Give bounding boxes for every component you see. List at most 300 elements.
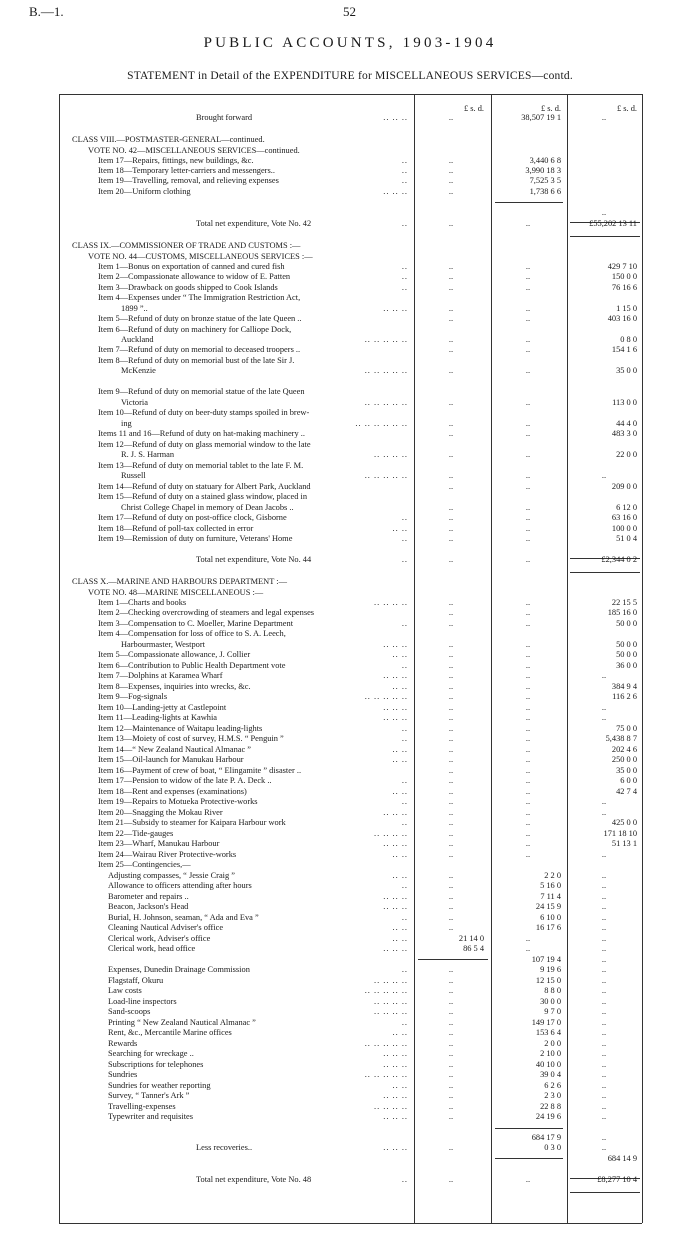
row-description: Item 15—Refund of duty on a stained glass window, placed in	[98, 492, 308, 501]
amount-column-2-empty: ..	[525, 219, 531, 228]
table-row	[0, 902, 700, 913]
amount-column-2-empty: ..	[525, 534, 531, 543]
amount-column-1-empty: ..	[448, 513, 454, 522]
row-description: Beacon, Jackson's Head	[108, 902, 189, 911]
table-row	[0, 293, 700, 304]
row-description: Item 19—Travelling, removal, and relieving expenses	[98, 176, 279, 185]
leader-dots: ..	[401, 156, 408, 165]
amount-column-1-empty: ..	[448, 176, 454, 185]
amount-column-1-empty: ..	[448, 734, 454, 743]
table-row	[0, 1175, 700, 1186]
leader-dots: ..	[401, 776, 408, 785]
table-row	[0, 839, 700, 850]
leader-dots: .. ..	[392, 923, 408, 932]
leader-dots: .. .. ..	[383, 1143, 408, 1152]
amount-column-1-empty: ..	[448, 703, 454, 712]
amount-column-1-empty: ..	[448, 881, 454, 890]
row-description: Rent, &c., Mercantile Marine offices	[108, 1028, 232, 1037]
leader-dots: ..	[401, 619, 408, 628]
row-description: Item 9—Refund of duty on memorial statue of the late Queen	[98, 387, 305, 396]
amount-column-2-empty: ..	[525, 724, 531, 733]
amount-column-2-empty: ..	[525, 272, 531, 281]
amount-column-2-empty: ..	[525, 734, 531, 743]
row-description: Item 18—Temporary letter-carriers and messengers..	[98, 166, 275, 175]
leader-dots: .. .. ..	[383, 1060, 408, 1069]
amount-column-2-empty: ..	[525, 262, 531, 271]
table-row	[0, 366, 700, 377]
amount-column-3-value: 42 7 4	[616, 787, 637, 796]
row-description: Item 20—Snagging the Mokau River	[98, 808, 223, 817]
amount-column-3-value: £8,277 10 4	[597, 1175, 637, 1184]
amount-column-1-empty: ..	[448, 965, 454, 974]
row-description: Item 10—Refund of duty on beer-duty stamps spoiled in brew-	[98, 408, 310, 417]
amount-column-3-empty: ..	[601, 1091, 607, 1100]
amount-column-3-value: 36 0 0	[616, 661, 637, 670]
amount-column-3-value: 50 0 0	[616, 640, 637, 649]
amount-column-2-empty: ..	[525, 671, 531, 680]
table-row	[0, 734, 700, 745]
row-description: Brought forward	[196, 113, 253, 122]
leader-dots: .. .. .. ..	[373, 829, 408, 838]
statement-subtitle: STATEMENT in Detail of the EXPENDITURE for MISCELLANEOUS SERVICES—contd.	[127, 70, 573, 82]
amount-column-1-empty: ..	[448, 1143, 454, 1152]
amount-column-2-empty: ..	[525, 471, 531, 480]
row-description: Rewards	[108, 1039, 138, 1048]
amount-column-1-empty: ..	[448, 429, 454, 438]
row-description: R. J. S. Harman	[121, 450, 175, 459]
amount-column-2-empty: ..	[525, 608, 531, 617]
row-description: Total net expenditure, Vote No. 42	[196, 219, 312, 228]
amount-column-1-empty: ..	[448, 534, 454, 543]
leader-dots: .. .. ..	[383, 892, 408, 901]
leader-dots: .. .. .. .. ..	[364, 335, 408, 344]
row-description: Travelling-expenses	[108, 1102, 176, 1111]
amount-column-3-value: 1 15 0	[616, 304, 637, 313]
leader-dots: .. .. ..	[383, 839, 408, 848]
amount-column-2-empty: ..	[525, 366, 531, 375]
row-description: Item 17—Refund of duty on post-office clock, Gisborne	[98, 513, 287, 522]
amount-column-2-value: 1,738 6 6	[529, 187, 561, 196]
amount-column-1-empty: ..	[448, 335, 454, 344]
amount-column-1-empty: ..	[448, 692, 454, 701]
row-description: Item 18—Rent and expenses (examinations)	[98, 787, 247, 796]
row-description: Total net expenditure, Vote No. 48	[196, 1175, 312, 1184]
amount-column-3-empty: ..	[601, 113, 607, 122]
row-description: Cleaning Nautical Adviser's office	[108, 923, 224, 932]
row-description: Item 15—Oil-launch for Manukau Harbour	[98, 755, 244, 764]
amount-column-2-empty: ..	[525, 650, 531, 659]
table-row	[0, 944, 700, 955]
amount-column-1-empty: ..	[448, 829, 454, 838]
row-description: Item 10—Landing-jetty at Castlepoint	[98, 703, 227, 712]
amount-column-3-value: 429 7 10	[607, 262, 637, 271]
amount-column-3-value: 22 0 0	[616, 450, 637, 459]
leader-dots: ..	[401, 965, 408, 974]
row-description: Auckland	[121, 335, 154, 344]
amount-column-3-value: 50 0 0	[616, 619, 637, 628]
amount-column-2-value: 39 0 4	[540, 1070, 561, 1079]
amount-column-2-empty: ..	[525, 304, 531, 313]
amount-column-3-value: 6 12 0	[616, 503, 637, 512]
row-description: Item 2—Compassionate allowance to widow of E. Patten	[98, 272, 291, 281]
amount-column-1-empty: ..	[448, 724, 454, 733]
amount-column-2-empty: ..	[525, 524, 531, 533]
table-row	[0, 135, 700, 146]
amount-column-2-empty: ..	[525, 703, 531, 712]
row-description: Item 20—Uniform clothing	[98, 187, 191, 196]
table-row	[0, 450, 700, 461]
amount-column-2-value: 7,525 3 5	[529, 176, 561, 185]
row-description: Flagstaff, Okuru	[108, 976, 164, 985]
row-description: Item 13—Moiety of cost of survey, H.M.S. “ Penguin ”	[98, 734, 284, 743]
amount-column-3-empty: ..	[601, 471, 607, 480]
amount-column-2-empty: ..	[525, 640, 531, 649]
amount-column-3-empty: ..	[601, 902, 607, 911]
leader-dots: .. .. ..	[383, 1049, 408, 1058]
leader-dots: ..	[401, 272, 408, 281]
amount-column-2-empty: ..	[525, 787, 531, 796]
leader-dots: .. ..	[392, 755, 408, 764]
amount-column-2-value: 149 17 0	[531, 1018, 561, 1027]
amount-column-1-empty: ..	[448, 818, 454, 827]
leader-dots: ..	[401, 166, 408, 175]
row-description: Printing “ New Zealand Nautical Almanac ”	[108, 1018, 256, 1027]
amount-column-2-empty: ..	[525, 829, 531, 838]
amount-column-3-empty: ..	[601, 955, 607, 964]
amount-column-3-empty: ..	[601, 871, 607, 880]
amount-column-3-empty: ..	[601, 1143, 607, 1152]
amount-column-2-value: 9 19 6	[540, 965, 561, 974]
amount-column-3-value: 113 0 0	[612, 398, 637, 407]
row-description: Item 23—Wharf, Manukau Harbour	[98, 839, 220, 848]
row-description: CLASS VIII.—POSTMASTER-GENERAL—continued.	[72, 135, 265, 144]
amount-column-3-value: 44 4 0	[616, 419, 637, 428]
amount-column-2-empty: ..	[525, 944, 531, 953]
leader-dots: .. .. ..	[383, 944, 408, 953]
amount-column-3-value: 0 8 0	[620, 335, 637, 344]
amount-column-3-value: 51 0 4	[616, 534, 637, 543]
amount-column-3-value: 154 1 6	[611, 345, 637, 354]
amount-column-2-value: 12 15 0	[535, 976, 561, 985]
leader-dots: .. .. .. ..	[373, 1007, 408, 1016]
table-row	[0, 671, 700, 682]
table-row	[0, 208, 700, 219]
table-row	[0, 1028, 700, 1039]
amount-column-3-value: 684 14 9	[607, 1154, 637, 1163]
amount-column-1-empty: ..	[448, 976, 454, 985]
table-row	[0, 1049, 700, 1060]
amount-column-1-empty: ..	[448, 787, 454, 796]
amount-column-2-value: 2 3 0	[544, 1091, 561, 1100]
table-row	[0, 923, 700, 934]
leader-dots: .. ..	[392, 787, 408, 796]
amount-column-2-value: 5 16 0	[540, 881, 561, 890]
row-description: Burial, H. Johnson, seaman, “ Ada and Eva ”	[108, 913, 259, 922]
row-description: Item 3—Drawback on goods shipped to Cook Islands	[98, 283, 278, 292]
leader-dots: .. .. ..	[383, 113, 408, 122]
amount-column-3-empty: ..	[601, 703, 607, 712]
leader-dots: .. .. ..	[383, 1091, 408, 1100]
row-description: Victoria	[121, 398, 148, 407]
row-description: ing	[121, 419, 132, 428]
amount-column-3-empty: ..	[601, 850, 607, 859]
amount-column-1-empty: ..	[448, 366, 454, 375]
row-description: Item 13—Refund of duty on memorial tablet to the late F. M.	[98, 461, 304, 470]
amount-column-1-empty: ..	[448, 283, 454, 292]
amount-column-1-empty: ..	[448, 986, 454, 995]
leader-dots: ..	[401, 555, 408, 564]
table-row	[0, 1112, 700, 1123]
leader-dots: .. .. ..	[383, 808, 408, 817]
amount-column-1-empty: ..	[448, 345, 454, 354]
amount-column-2-empty: ..	[525, 755, 531, 764]
row-description: CLASS X.—MARINE AND HARBOURS DEPARTMENT :—	[72, 577, 287, 586]
amount-column-3-value: 51 13 1	[611, 839, 637, 848]
leader-dots: .. ..	[392, 650, 408, 659]
table-row	[0, 555, 700, 566]
row-description: Total net expenditure, Vote No. 44	[196, 555, 312, 564]
table-row	[0, 797, 700, 808]
table-row	[0, 776, 700, 787]
leader-dots: .. .. .. ..	[373, 450, 408, 459]
amount-column-3-empty: ..	[601, 671, 607, 680]
amount-column-1-empty: ..	[448, 850, 454, 859]
row-description: Item 4—Expenses under “ The Immigration Restriction Act,	[98, 293, 301, 302]
table-row	[0, 860, 700, 871]
table-row	[0, 1154, 700, 1165]
amount-column-3-empty: ..	[601, 965, 607, 974]
amount-column-1-empty: ..	[448, 808, 454, 817]
column-heading-1: £ s. d.	[463, 104, 484, 113]
leader-dots: .. ..	[392, 871, 408, 880]
amount-column-2-empty: ..	[525, 661, 531, 670]
amount-column-3-empty: ..	[601, 208, 607, 217]
amount-column-3-value: 425 0 0	[611, 818, 637, 827]
row-description: Item 5—Refund of duty on bronze statue of the late Queen ..	[98, 314, 302, 323]
amount-column-2-empty: ..	[525, 839, 531, 848]
leader-dots: ..	[401, 534, 408, 543]
row-description: Allowance to officers attending after hours	[108, 881, 252, 890]
leader-dots: .. .. ..	[383, 713, 408, 722]
amount-column-3-value: 22 15 5	[611, 598, 637, 607]
amount-column-1-empty: ..	[448, 555, 454, 564]
amount-column-1-empty: ..	[448, 640, 454, 649]
amount-column-2-value: 6 10 0	[540, 913, 561, 922]
amount-column-1-empty: ..	[448, 1102, 454, 1111]
leader-dots: ..	[401, 283, 408, 292]
leader-dots: ..	[401, 176, 408, 185]
amount-column-1-empty: ..	[448, 713, 454, 722]
amount-column-3-empty: ..	[601, 1007, 607, 1016]
row-description: Item 7—Dolphins at Karamea Wharf	[98, 671, 223, 680]
row-description: Item 19—Repairs to Motueka Protective-works	[98, 797, 258, 806]
amount-column-2-empty: ..	[525, 555, 531, 564]
row-description: VOTE NO. 48—MARINE MISCELLANEOUS :—	[88, 588, 264, 597]
amount-column-2-empty: ..	[525, 682, 531, 691]
amount-column-3-empty: ..	[601, 1070, 607, 1079]
amount-column-1-empty: ..	[448, 1028, 454, 1037]
amount-column-1-empty: ..	[448, 450, 454, 459]
leader-dots: ..	[401, 724, 408, 733]
amount-column-1-empty: ..	[448, 272, 454, 281]
row-description: Item 6—Contribution to Public Health Department vote	[98, 661, 286, 670]
amount-column-1-empty: ..	[448, 682, 454, 691]
table-row	[0, 345, 700, 356]
table-row	[0, 314, 700, 325]
amount-column-2-empty: ..	[525, 808, 531, 817]
amount-column-1-empty: ..	[448, 482, 454, 491]
row-description: Item 12—Refund of duty on glass memorial window to the late	[98, 440, 311, 449]
amount-column-2-empty: ..	[525, 797, 531, 806]
table-row	[0, 1070, 700, 1081]
amount-column-3-value: 202 4 6	[611, 745, 637, 754]
amount-column-1-empty: ..	[448, 671, 454, 680]
amount-column-3-empty: ..	[601, 1049, 607, 1058]
row-description: Typewriter and requisites	[108, 1112, 193, 1121]
row-description: Item 1—Charts and books	[98, 598, 187, 607]
row-description: McKenzie	[121, 366, 156, 375]
leader-dots: ..	[401, 913, 408, 922]
amount-column-3-empty: ..	[601, 997, 607, 1006]
row-description: Item 16—Payment of crew of boat, “ Elingamite ” disaster ..	[98, 766, 302, 775]
amount-column-1-empty: ..	[448, 398, 454, 407]
leader-dots: .. .. .. .. ..	[364, 471, 408, 480]
table-row	[0, 986, 700, 997]
leader-dots: ..	[401, 219, 408, 228]
amount-column-1-empty: ..	[448, 219, 454, 228]
row-description: 1899 ”..	[121, 304, 148, 313]
leader-dots: ..	[401, 1018, 408, 1027]
amount-column-2-value: 2 10 0	[540, 1049, 561, 1058]
leader-dots: .. .. ..	[383, 1112, 408, 1121]
amount-column-1-empty: ..	[448, 304, 454, 313]
amount-column-3-empty: ..	[601, 1028, 607, 1037]
amount-column-1-empty: ..	[448, 797, 454, 806]
table-row	[0, 692, 700, 703]
amount-column-2-value: 107 19 4	[531, 955, 561, 964]
row-description: Item 5—Compassionate allowance, J. Collier	[98, 650, 251, 659]
amount-column-2-value: 9 7 0	[544, 1007, 561, 1016]
leader-dots: .. .. .. ..	[373, 976, 408, 985]
amount-column-3-value: 403 16 0	[607, 314, 637, 323]
amount-column-2-value: 16 17 6	[535, 923, 561, 932]
amount-column-2-value: 6 2 6	[544, 1081, 561, 1090]
row-description: Item 18—Refund of poll-tax collected in error	[98, 524, 254, 533]
table-row	[0, 387, 700, 398]
row-description: Less recoveries..	[196, 1143, 253, 1152]
amount-column-3-empty: ..	[601, 892, 607, 901]
leader-dots: ..	[401, 797, 408, 806]
leader-dots: ..	[401, 881, 408, 890]
amount-column-3-empty: ..	[601, 944, 607, 953]
amount-column-2-empty: ..	[525, 619, 531, 628]
amount-column-2-empty: ..	[525, 503, 531, 512]
leader-dots: .. .. ..	[383, 640, 408, 649]
leader-dots: .. ..	[392, 745, 408, 754]
amount-column-2-empty: ..	[525, 598, 531, 607]
amount-column-1-empty: ..	[448, 262, 454, 271]
amount-column-3-empty: ..	[601, 934, 607, 943]
leader-dots: .. .. .. .. ..	[364, 398, 408, 407]
amount-column-2-value: 3,440 6 8	[529, 156, 561, 165]
amount-column-1-empty: ..	[448, 156, 454, 165]
leader-dots: .. .. .. ..	[373, 1102, 408, 1111]
amount-column-1-empty: ..	[448, 503, 454, 512]
leader-dots: .. .. .. ..	[373, 997, 408, 1006]
amount-column-2-value: 2 0 0	[544, 1039, 561, 1048]
leader-dots: .. .. .. .. ..	[364, 1070, 408, 1079]
amount-column-3-empty: ..	[601, 1018, 607, 1027]
row-description: Item 21—Subsidy to steamer for Kaipara Harbour work	[98, 818, 286, 827]
amount-column-2-empty: ..	[525, 1175, 531, 1184]
leader-dots: .. ..	[392, 934, 408, 943]
amount-column-3-value: 250 0 0	[611, 755, 637, 764]
amount-column-3-value: 209 0 0	[611, 482, 637, 491]
leader-dots: .. .. ..	[383, 703, 408, 712]
row-description: Adjusting compasses, “ Jessie Craig ”	[108, 871, 235, 880]
leader-dots: .. ..	[392, 682, 408, 691]
row-description: Item 4—Compensation for loss of office to S. A. Leech,	[98, 629, 286, 638]
row-description: Item 17—Pension to widow of the late P. A. Deck ..	[98, 776, 272, 785]
row-description: VOTE NO. 42—MISCELLANEOUS SERVICES—continued.	[88, 146, 300, 155]
row-description: Load-line inspectors	[108, 997, 177, 1006]
amount-column-3-value: 150 0 0	[611, 272, 637, 281]
table-row	[0, 650, 700, 661]
row-description: Item 25—Contingencies,—	[98, 860, 191, 869]
row-description: Items 11 and 16—Refund of duty on hat-making machinery ..	[98, 429, 305, 438]
amount-column-1-empty: ..	[448, 1175, 454, 1184]
table-row	[0, 608, 700, 619]
leader-dots: .. ..	[392, 1028, 408, 1037]
table-row	[0, 513, 700, 524]
amount-column-1-empty: ..	[448, 598, 454, 607]
row-description: Item 14—“ New Zealand Nautical Almanac ”	[98, 745, 252, 754]
leader-dots: .. ..	[392, 1081, 408, 1090]
amount-column-1-empty: ..	[448, 1091, 454, 1100]
amount-column-2-value: 8 8 0	[544, 986, 561, 995]
amount-column-1-empty: ..	[448, 902, 454, 911]
column-heading-2: £ s. d.	[540, 104, 561, 113]
table-row	[0, 272, 700, 283]
row-description: Sundries for weather reporting	[108, 1081, 211, 1090]
table-row	[0, 113, 700, 124]
amount-column-3-empty: ..	[601, 976, 607, 985]
amount-column-2-empty: ..	[525, 419, 531, 428]
amount-column-3-empty: ..	[601, 913, 607, 922]
row-description: Item 1—Bonus on exportation of canned and cured fish	[98, 262, 285, 271]
amount-column-3-value: 50 0 0	[616, 650, 637, 659]
leader-dots: .. ..	[392, 524, 408, 533]
row-description: Item 12—Maintenance of Waitapu leading-lights	[98, 724, 263, 733]
amount-column-3-empty: ..	[601, 1133, 607, 1142]
amount-column-2-empty: ..	[525, 818, 531, 827]
amount-column-1-empty: ..	[448, 755, 454, 764]
amount-column-3-empty: ..	[601, 797, 607, 806]
row-description: Survey, “ Tanner's Ark ”	[108, 1091, 190, 1100]
amount-column-3-value: 76 16 6	[611, 283, 637, 292]
row-description: Barometer and repairs ..	[108, 892, 189, 901]
amount-column-3-value: 6 0 0	[620, 776, 637, 785]
leader-dots: ..	[401, 661, 408, 670]
amount-column-1-empty: ..	[448, 113, 454, 122]
amount-column-2-value: 40 10 0	[535, 1060, 561, 1069]
amount-column-3-value: 171 18 10	[603, 829, 637, 838]
amount-column-1-value: 21 14 0	[458, 934, 484, 943]
amount-column-1-empty: ..	[448, 745, 454, 754]
amount-column-1-empty: ..	[448, 892, 454, 901]
amount-column-2-empty: ..	[525, 283, 531, 292]
amount-column-1-empty: ..	[448, 1081, 454, 1090]
